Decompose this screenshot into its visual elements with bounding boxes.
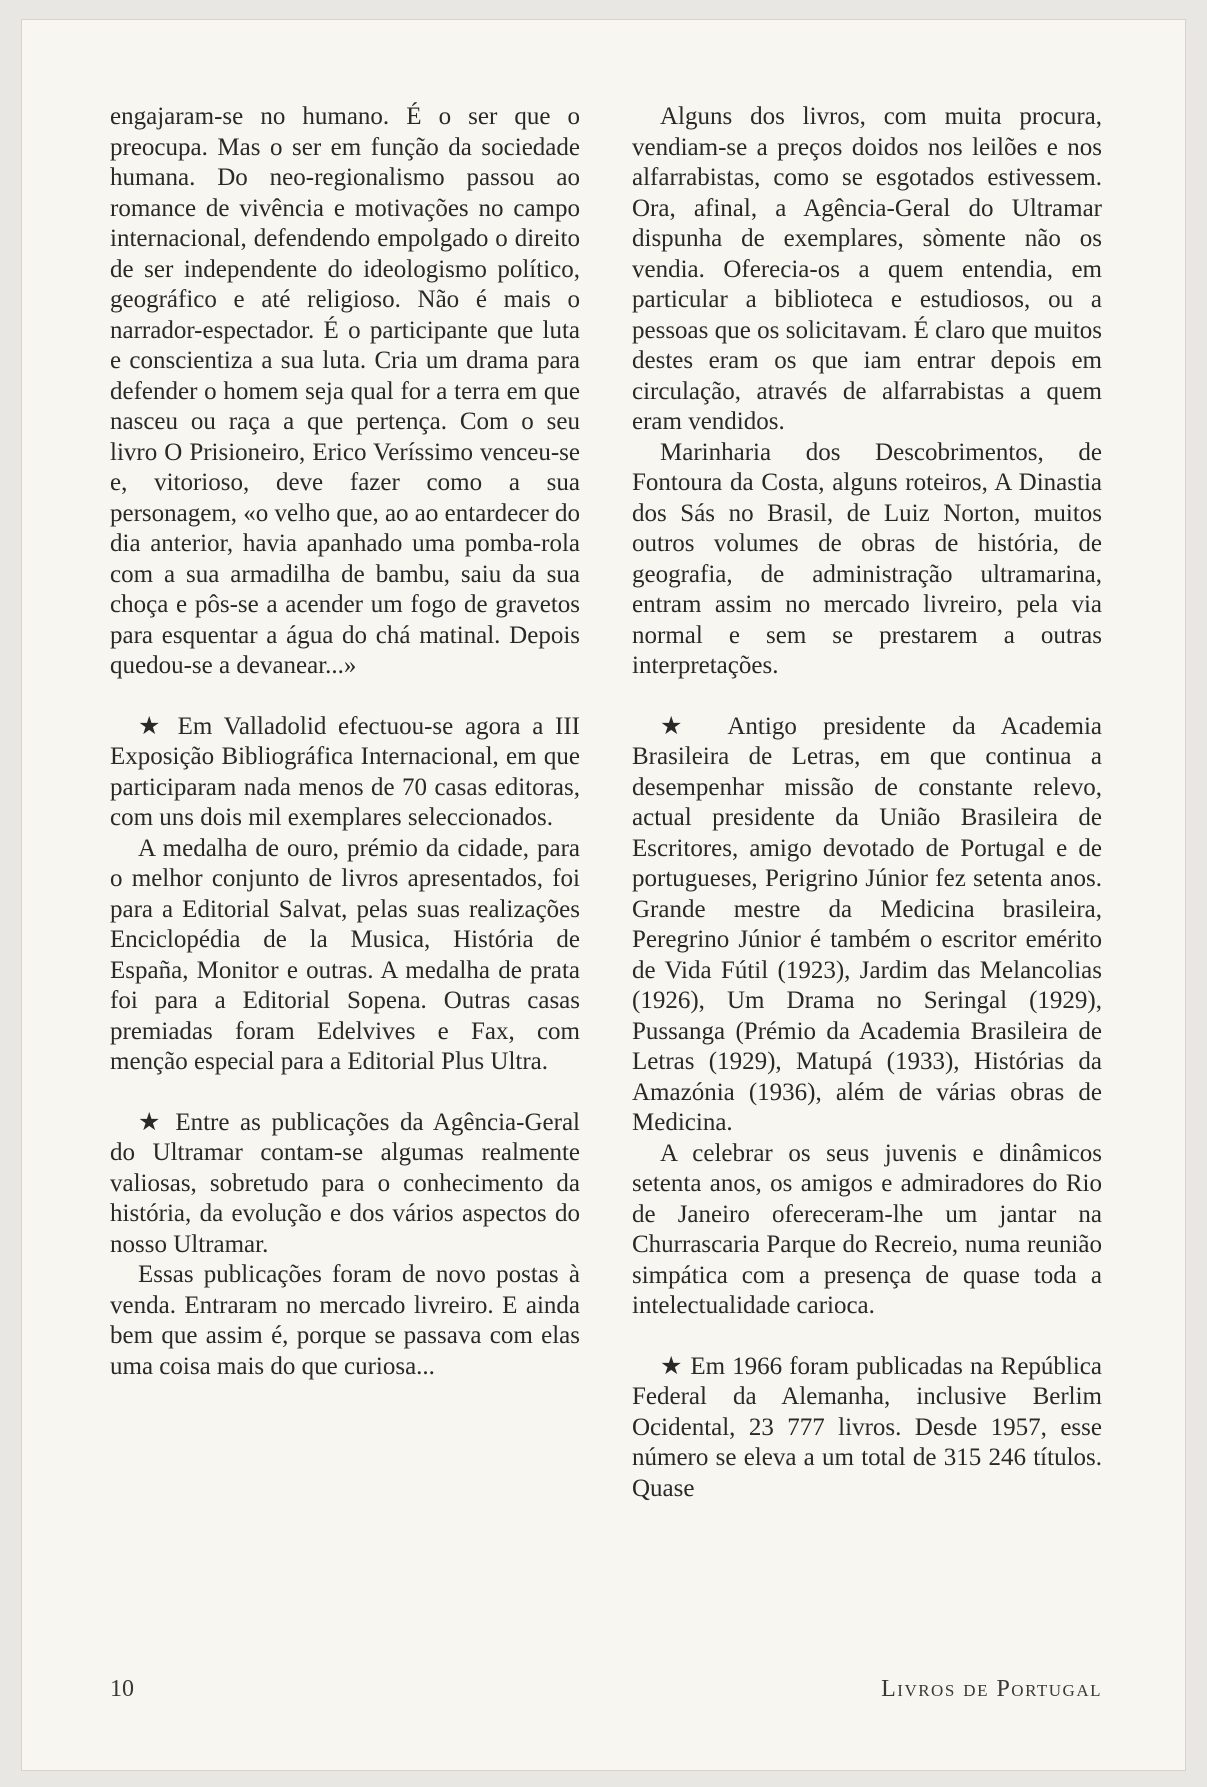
- paragraph: ★ Em 1966 foram publicadas na República Federal da Alemanha, inclusive Berlim Ocidental, 23 777 livros. Desde 1957, esse número se eleva a um total de 315 246 títulos. Quase: [632, 1352, 1102, 1502]
- paragraph: A celebrar os seus juvenis e dinâmicos setenta anos, os amigos e admiradores do Rio de Janeiro ofereceram-lhe um jantar na Churrascaria Parque do Recreio, numa reunião simpática com a presença de quase toda a intelectualidade carioca.: [632, 1139, 1102, 1319]
- running-title: Livros de Portugal: [881, 1676, 1102, 1702]
- paragraph: Marinharia dos Descobrimentos, de Fontoura da Costa, alguns roteiros, A Dinastia dos Sás no Brasil, de Luiz Norton, muitos outros volumes de obras de história, de geografia, de administração ultramarina, entram assim no mercado livreiro, pela via normal e sem se prestarem a outras interpretações.: [632, 438, 1102, 679]
- right-column: [632, 102, 1102, 1504]
- paragraph: ★ Antigo presidente da Academia Brasileira de Letras, em que continua a desempenhar missão de constante relevo, actual presidente da União Brasileira de Escritores, amigo devotado de Portugal e de portugueses, Perigrino Júnior fez setenta anos. Grande mestre da Medicina brasileira, Peregrino Júnior é também o escritor emérito de Vida Fútil (1923), Jardim das Melancolias (1926), Um Drama no Seringal (1929), Pussanga (Prémio da Academia Brasileira de Letras (1929), Matupá (1933), Histórias da Amazónia (1936), além de várias obras de Medicina.: [632, 712, 1102, 1136]
- paragraph: A medalha de ouro, prémio da cidade, para o melhor conjunto de livros apresentados, foi para a Editorial Salvat, pelas suas realizações Enciclopédia de la Musica, História de España, Monitor e outras. A medalha de prata foi para a Editorial Sopena. Outras casas premiadas foram Edelvives e Fax, com menção especial para a Editorial Plus Ultra.: [110, 834, 580, 1075]
- paragraph: Alguns dos livros, com muita procura, vendiam-se a preços doidos nos leilões e nos alfarrabistas, como se esgotados estivessem. Ora, afinal, a Agência-Geral do Ultramar dispunha de exemplares, sòmente não os vendia. Oferecia-os a quem entendia, em particular a biblioteca e estudiosos, ou a pessoas que os solicitavam. É claro que muitos destes eram os que iam entrar depois em circulação, através de alfarrabistas a quem eram vendidos.: [632, 103, 1102, 435]
- paragraph: ★ Entre as publicações da Agência-Geral do Ultramar contam-se algumas realmente valiosas, sobretudo para o conhecimento da história, da evolução e dos vários aspectos do nosso Ultramar.: [110, 1108, 580, 1258]
- left-column: [110, 102, 580, 1382]
- paragraph: engajaram-se no humano. É o ser que o preocupa. Mas o ser em função da sociedade humana. Do neo-regionalismo passou ao romance de vivência e motivações no campo internacional, defendendo empolgado o direito de ser independente do ideologismo político, geográfico e até religioso. Não é mais o narrador-espectador. É o participante que luta e conscientiza a sua luta. Cria um drama para defender o homem seja qual for a terra em que nasceu ou raça a que pertença. Com o seu livro O Prisioneiro, Erico Veríssimo venceu-se e, vitorioso, deve fazer como a sua personagem, «o velho que, ao ao entardecer do dia anterior, havia apanhado uma pomba-rola com a sua armadilha de bambu, saiu da sua choça e pôs-se a acender um fogo de gravetos para esquentar a água do chá matinal. Depois quedou-se a devanear...»: [110, 103, 580, 679]
- paragraph: Essas publicações foram de novo postas à venda. Entraram no mercado livreiro. E ainda bem que assim é, porque se passava com elas uma coisa mais do que curiosa...: [110, 1261, 580, 1380]
- page-number: 10: [110, 1676, 134, 1702]
- page: [22, 20, 1185, 1770]
- paragraph: ★ Em Valladolid efectuou-se agora a III Exposição Bibliográfica Internacional, em que participaram nada menos de 70 casas editoras, com uns dois mil exemplares seleccionados.: [110, 712, 580, 831]
